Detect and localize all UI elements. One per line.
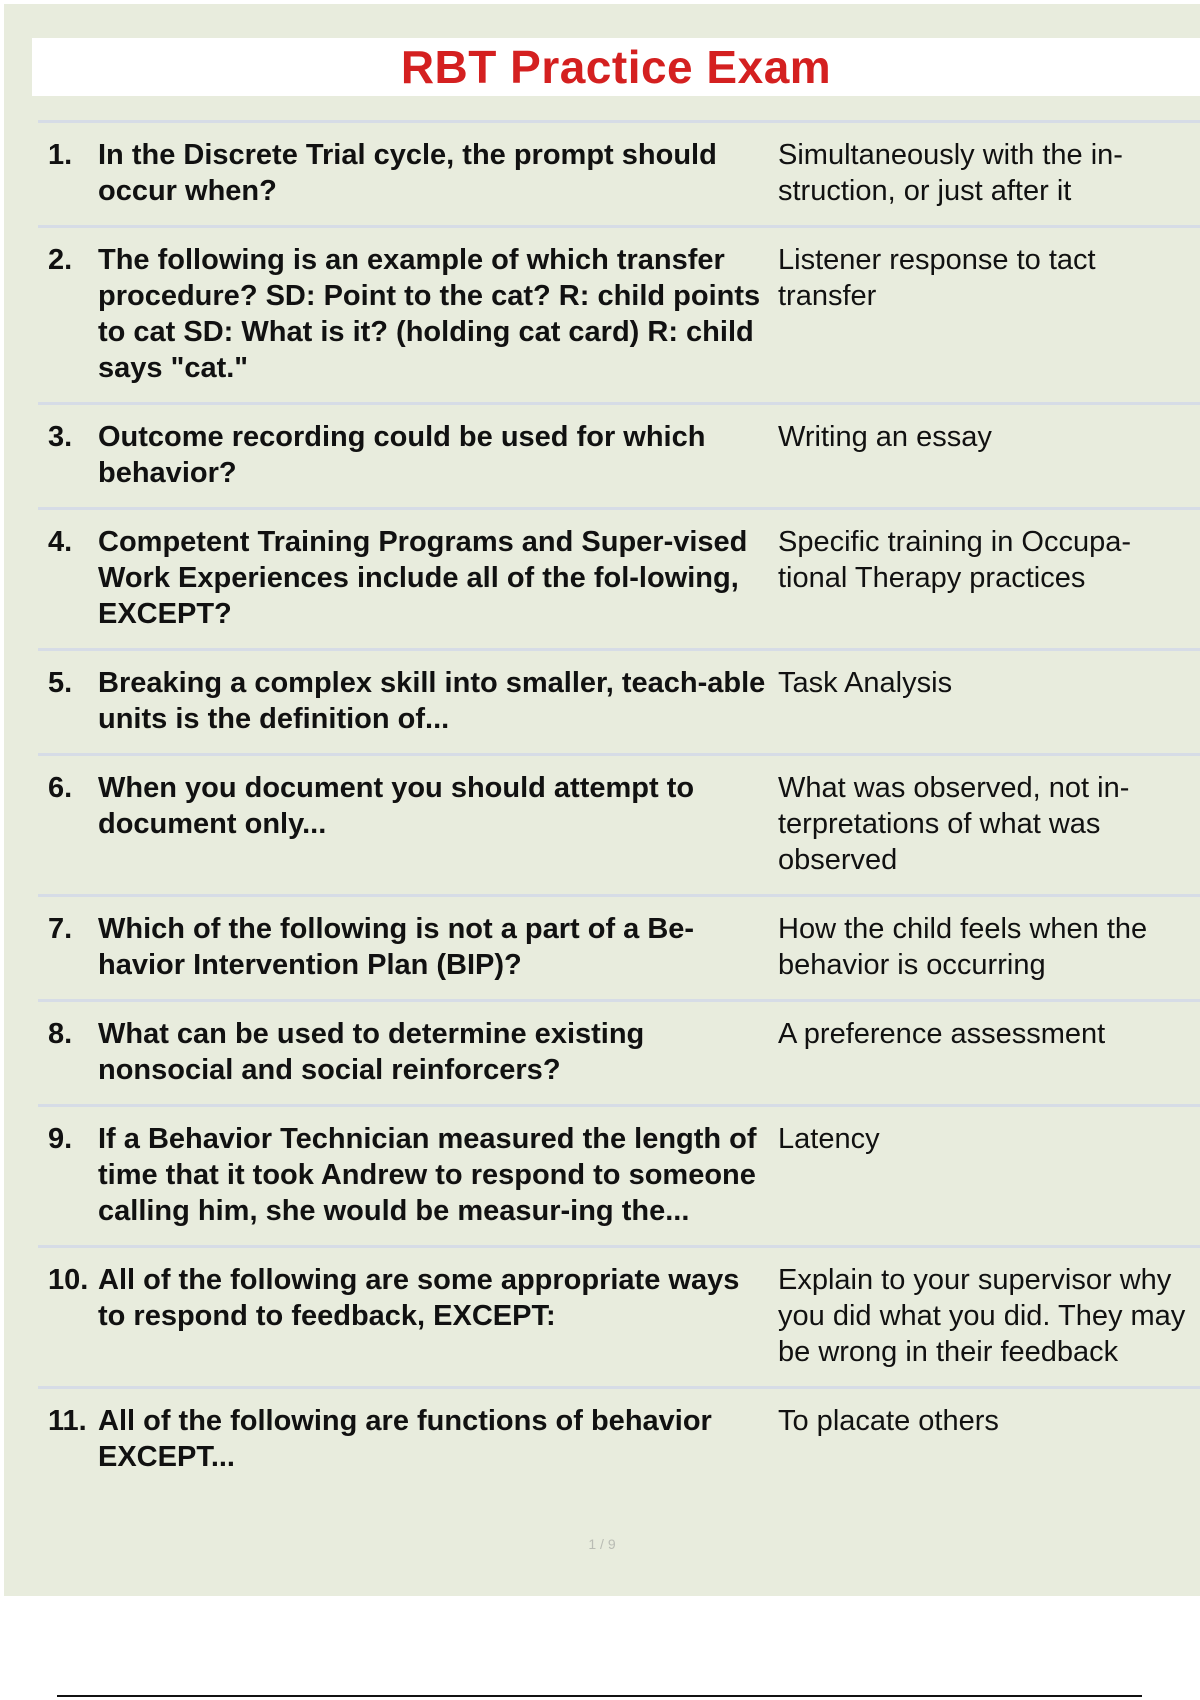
answer-text: Latency xyxy=(778,1123,880,1155)
question-number: 11. xyxy=(48,1405,87,1437)
question-row xyxy=(38,1104,1200,1245)
question-row xyxy=(38,1386,1200,1491)
answer-text: To placate others xyxy=(778,1405,999,1437)
answer-text: Writing an essay xyxy=(778,421,992,453)
question-row xyxy=(38,402,1200,507)
question-text: If a Behavior Technician measured the length of time that it took Andrew to respond to someone calling him, she would be measur-ing the... xyxy=(98,1123,757,1227)
question-number: 8. xyxy=(48,1018,73,1050)
question-number: 6. xyxy=(48,772,73,804)
question-text: Competent Training Programs and Super-vised Work Experiences include all of the fol-lowing, EXCEPT? xyxy=(98,526,748,630)
question-row xyxy=(38,648,1200,753)
page-indicator: 1 / 9 xyxy=(588,1536,616,1552)
question-text: When you document you should attempt to document only... xyxy=(98,772,695,840)
question-row xyxy=(38,999,1200,1104)
question-row xyxy=(38,507,1200,648)
question-number: 4. xyxy=(48,526,73,558)
question-text: All of the following are some appropriate ways to respond to feedback, EXCEPT: xyxy=(98,1264,740,1332)
answer-text: Simultaneously with the in-struction, or just after it xyxy=(778,139,1123,207)
answer-text: Listener response to tact transfer xyxy=(778,244,1096,312)
question-text: What can be used to determine existing nonsocial and social reinforcers? xyxy=(98,1018,645,1086)
question-number: 7. xyxy=(48,913,73,945)
document-page xyxy=(4,4,1200,1596)
question-number: 5. xyxy=(48,667,73,699)
question-number: 1. xyxy=(48,139,73,171)
question-row xyxy=(38,1245,1200,1386)
title-bar xyxy=(32,38,1200,96)
answer-text: A preference assessment xyxy=(778,1018,1106,1050)
question-text: The following is an example of which transfer procedure? SD: Point to the cat? R: child points to cat SD: What is it? (holding cat card) R: child says "cat." xyxy=(98,244,761,384)
question-number: 3. xyxy=(48,421,73,453)
question-number: 9. xyxy=(48,1123,73,1155)
question-text: Which of the following is not a part of a Be-havior Intervention Plan (BIP)? xyxy=(98,913,695,981)
answer-text: What was observed, not in-terpretations of what was observed xyxy=(778,772,1130,876)
question-row xyxy=(38,753,1200,894)
question-text: Breaking a complex skill into smaller, teach-able units is the definition of... xyxy=(98,667,766,735)
question-text: In the Discrete Trial cycle, the prompt should occur when? xyxy=(98,139,717,207)
answer-text: Task Analysis xyxy=(778,667,953,699)
answer-text: How the child feels when the behavior is occurring xyxy=(778,913,1148,981)
question-row xyxy=(38,894,1200,999)
question-row xyxy=(38,225,1200,402)
question-row xyxy=(38,120,1200,225)
answer-text: Specific training in Occupa-tional Therapy practices xyxy=(778,526,1131,594)
question-text: Outcome recording could be used for which behavior? xyxy=(98,421,706,489)
page-title: RBT Practice Exam xyxy=(400,41,832,93)
question-number: 10. xyxy=(48,1264,89,1296)
answer-text: Explain to your supervisor why you did what you did. They may be wrong in their feedback xyxy=(778,1264,1186,1368)
question-text: All of the following are functions of behavior EXCEPT... xyxy=(98,1405,712,1473)
bottom-divider xyxy=(57,1695,1142,1697)
question-number: 2. xyxy=(48,244,73,276)
question-list xyxy=(38,120,1200,1491)
